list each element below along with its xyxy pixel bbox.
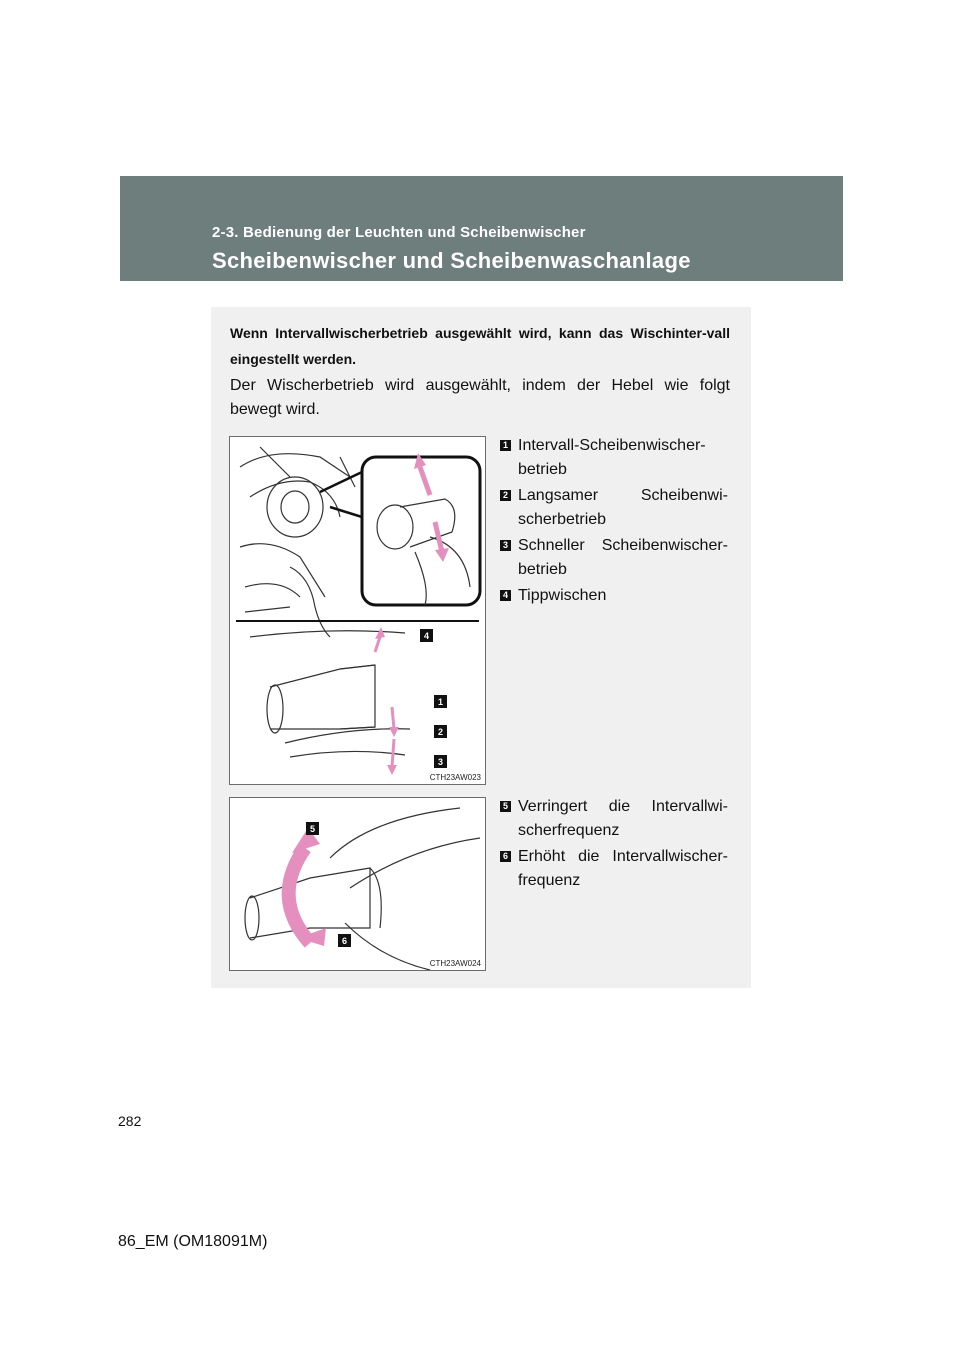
legend-number: 2 — [500, 490, 511, 501]
legend-text: Erhöht die Intervallwischer-frequenz — [518, 848, 728, 889]
legend-text: Intervall-Scheibenwischer-betrieb — [518, 437, 706, 478]
legend-number: 5 — [500, 801, 511, 812]
legend-number: 4 — [500, 590, 511, 601]
legend-number: 6 — [500, 851, 511, 862]
legend-item — [500, 534, 728, 582]
legend-text: Verringert die Intervallwi-scherfrequenz — [518, 798, 728, 839]
callout-2-label: 2 — [437, 727, 444, 737]
legend-text: Langsamer Scheibenwi-scherbetrieb — [518, 487, 728, 528]
hand-lever-drawing — [245, 808, 480, 970]
wiper-lever-figure-1 — [229, 436, 486, 785]
legend-item — [500, 845, 728, 893]
callout-1-label: 1 — [437, 697, 444, 707]
section-title: 2-3. Bedienung der Leuchten und Scheibenwischer — [212, 224, 586, 241]
callout-3-label: 3 — [437, 757, 444, 767]
legend-number: 3 — [500, 540, 511, 551]
legend-text: Schneller Scheibenwischer-betrieb — [518, 537, 728, 578]
page-title: Scheibenwischer und Scheibenwaschanlage — [212, 248, 691, 273]
callout-5-label: 5 — [309, 824, 316, 834]
description-text: Der Wischerbetrieb wird ausgewählt, indem der Hebel wie folgt bewegt wird. — [230, 377, 730, 418]
lever-illustration-1 — [230, 437, 485, 784]
legend-item — [500, 795, 728, 843]
figure-code: CTH23AW023 — [429, 773, 481, 782]
legend-text: Tippwischen — [518, 587, 607, 604]
callout-6-label: 6 — [341, 936, 348, 946]
legend-number: 1 — [500, 440, 511, 451]
callout-4-label: 4 — [423, 631, 430, 641]
figure-code: CTH23AW024 — [429, 959, 481, 968]
page-number: 282 — [118, 1113, 142, 1129]
legend-item — [500, 584, 728, 608]
legend-figure-2 — [500, 795, 728, 895]
legend-item — [500, 484, 728, 532]
dashboard-drawing — [240, 447, 355, 637]
zoom-inset — [362, 457, 480, 605]
chapter-header — [120, 176, 843, 281]
intro-text: Wenn Intervallwischerbetrieb ausgewählt wird, kann das Wischinter-vall eingestellt werden. — [230, 325, 730, 367]
lever-drawing — [250, 631, 410, 757]
wiper-lever-figure-2 — [229, 797, 486, 971]
document-code: 86_EM (OM18091M) — [118, 1233, 268, 1250]
lever-illustration-2 — [230, 798, 485, 970]
legend-item — [500, 434, 728, 482]
legend-figure-1 — [500, 434, 728, 610]
